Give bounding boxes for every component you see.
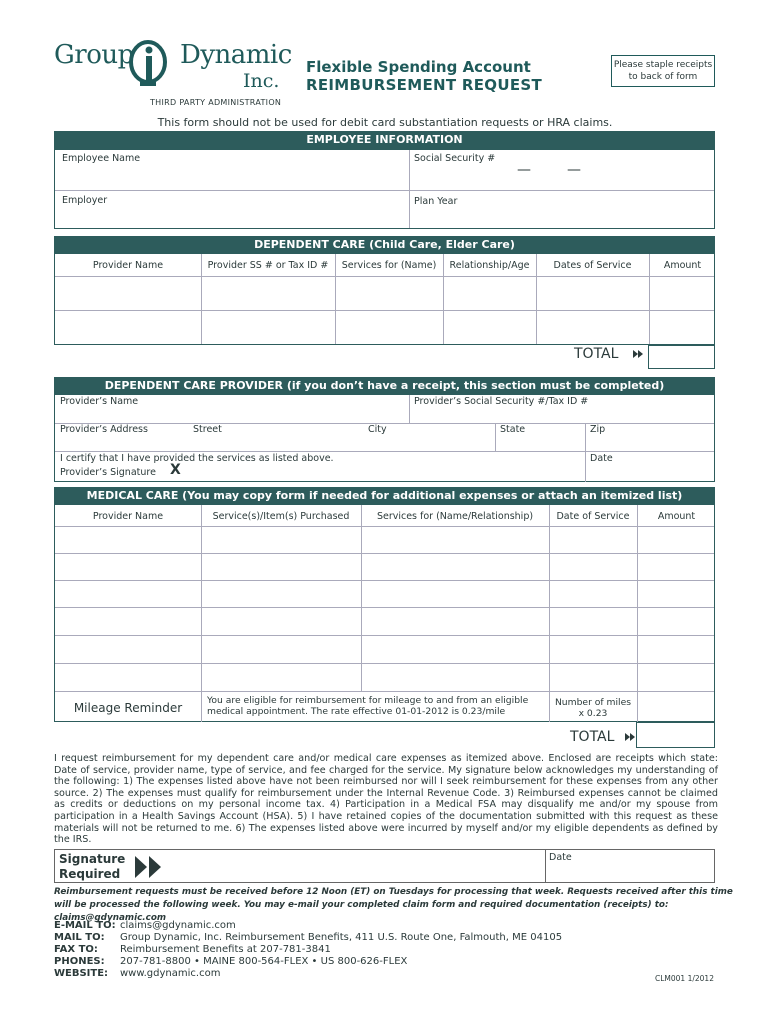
double-arrow-icon xyxy=(135,856,163,878)
signature-x-mark: X xyxy=(170,462,181,478)
provider-signature-label: Provider’s Signature xyxy=(60,467,156,478)
logo-mark-icon xyxy=(128,38,168,94)
provider-name-field[interactable]: Provider’s Name xyxy=(60,396,139,407)
form-subtitle: REIMBURSEMENT REQUEST xyxy=(306,76,543,94)
form-code: CLM001 1/2012 xyxy=(655,974,714,983)
arrow-icon xyxy=(638,350,643,358)
mileage-reminder-text: You are eligible for reimbursement for mileage to and from an eligible medical appointment. The rate effective 01-01-2012 is 0.23/mile xyxy=(207,695,529,717)
col-amount: Amount xyxy=(663,260,702,271)
dependent-total-field[interactable] xyxy=(648,345,715,369)
street-field[interactable]: Street xyxy=(193,424,222,435)
col-relationship-age: Relationship/Age xyxy=(449,260,530,271)
provider-address-field[interactable]: Provider’s Address xyxy=(60,424,148,435)
employee-name-field[interactable]: Employee Name xyxy=(62,153,141,164)
logo-tagline: THIRD PARTY ADMINISTRATION xyxy=(150,98,282,107)
signature-required-label: Signature Required xyxy=(59,852,126,881)
medical-care-heading: MEDICAL CARE (You may copy form if needed for additional expenses or attach an itemized list) xyxy=(54,487,715,505)
col-provider-ss: Provider SS # or Tax ID # xyxy=(207,260,329,271)
col-dates-of-service: Dates of Service xyxy=(553,260,632,271)
logo-group-text: Group xyxy=(54,40,134,70)
ssn-field[interactable]: Social Security # xyxy=(414,153,496,164)
phone-numbers: 207-781-8800 • MAINE 800-564-FLEX • US 800-626-FLEX xyxy=(120,956,408,967)
plan-year-field[interactable]: Plan Year xyxy=(414,196,458,207)
employee-info-box xyxy=(54,149,715,229)
contact-block: E-MAIL TO: claims@gdynamic.com MAIL TO: Group Dynamic, Inc. Reimbursement Benefits, 411 U.S. Route One, Falmouth, ME 04105 FAX TO: Reimbursement Benefits at 207-781-3841 PHONES: 207-781-8800 • MAINE 800-564-FLEX • US 800-626-FLEX WEBSITE: www.gdynamic.com xyxy=(54,920,563,979)
medical-total-label: TOTAL xyxy=(570,729,635,745)
staple-note: Please staple receipts to back of form xyxy=(611,55,715,87)
medical-care-table xyxy=(54,505,715,722)
signature-date-field[interactable]: Date xyxy=(549,852,572,863)
processing-note: Reimbursement requests must be received before 12 Noon (ET) on Tuesdays for processing that week. Requests received after this time will be processed the following week. You may e-mail your completed claim form and required documentation (receipts) to: claims@gdynamic.com xyxy=(54,887,733,923)
state-field[interactable]: State xyxy=(500,424,526,435)
employee-signature-field[interactable] xyxy=(167,851,543,883)
medical-total-field[interactable] xyxy=(636,722,715,748)
provider-certify-text: I certify that I have provided the services as listed above. xyxy=(60,453,334,464)
provider-section-heading: DEPENDENT CARE PROVIDER (if you don’t have a receipt, this section must be completed) xyxy=(54,377,715,395)
arrow-icon xyxy=(630,733,635,741)
intro-text: This form should not be used for debit card substantiation requests or HRA claims. xyxy=(157,116,613,129)
city-field[interactable]: City xyxy=(368,424,387,435)
number-of-miles-label: Number of miles x 0.23 xyxy=(554,697,632,719)
provider-date-field[interactable]: Date xyxy=(590,453,613,464)
signature-box xyxy=(54,849,715,883)
dependent-care-heading: DEPENDENT CARE (Child Care, Elder Care) xyxy=(54,236,715,254)
col-services-for: Services for (Name) xyxy=(341,260,437,271)
email-link[interactable]: claims@gdynamic.com xyxy=(120,920,236,931)
attestation-text: I request reimbursement for my dependent care and/or medical care expenses as itemized above. Enclosed are receipts which state: Date of service, provider name, type of service, and fee charged for the service. My signature below acknowledges my understanding of the following: 1) The expenses listed above have not been reimbursed nor will I seek reimbursement for these expenses from any other source. 2) The expenses must qualify for reimbursement under the Internal Revenue Code. 3) Reimbursed expenses cannot be claimed as credits or deductions on my personal income tax. 4) Participation in a Medical FSA may disqualify me and/or my spouse from participation in a Health Savings Account (HSA). 5) I have retained copies of the documentation submitted with this request as these materials will not be returned to me. 6) The expenses listed above were incurred by myself and/or my eligible dependents as defined by the IRS. xyxy=(54,753,718,846)
col-provider-name: Provider Name xyxy=(92,260,164,271)
mail-address: Group Dynamic, Inc. Reimbursement Benefits, 411 U.S. Route One, Falmouth, ME 04105 xyxy=(120,932,563,943)
med-col-amount: Amount xyxy=(657,511,696,522)
ssn-dash-1: — xyxy=(517,162,531,178)
mileage-reminder-label: Mileage Reminder xyxy=(73,701,183,715)
provider-info-box xyxy=(54,395,715,482)
ssn-dash-2: — xyxy=(567,162,581,178)
med-col-provider-name: Provider Name xyxy=(92,511,164,522)
med-col-date-of-service: Date of Service xyxy=(556,511,630,522)
website-link[interactable]: www.gdynamic.com xyxy=(120,968,221,979)
fax-number: Reimbursement Benefits at 207-781-3841 xyxy=(120,944,331,955)
form-title: Flexible Spending Account xyxy=(306,58,531,76)
mileage-amount-field[interactable] xyxy=(638,692,715,721)
provider-signature-field[interactable] xyxy=(175,452,583,481)
med-col-services-for: Services for (Name/Relationship) xyxy=(376,511,534,522)
logo-dynamic-text: Dynamic xyxy=(180,40,292,70)
dependent-care-table xyxy=(54,254,715,345)
med-col-services-items: Service(s)/Item(s) Purchased xyxy=(212,511,350,522)
zip-field[interactable]: Zip xyxy=(590,424,606,435)
employee-section-heading: EMPLOYEE INFORMATION xyxy=(54,131,715,149)
logo-inc-text: Inc. xyxy=(243,70,280,92)
provider-ssn-field[interactable]: Provider’s Social Security #/Tax ID # xyxy=(414,396,589,407)
employer-field[interactable]: Employer xyxy=(62,195,108,206)
dependent-total-label: TOTAL xyxy=(574,346,643,362)
